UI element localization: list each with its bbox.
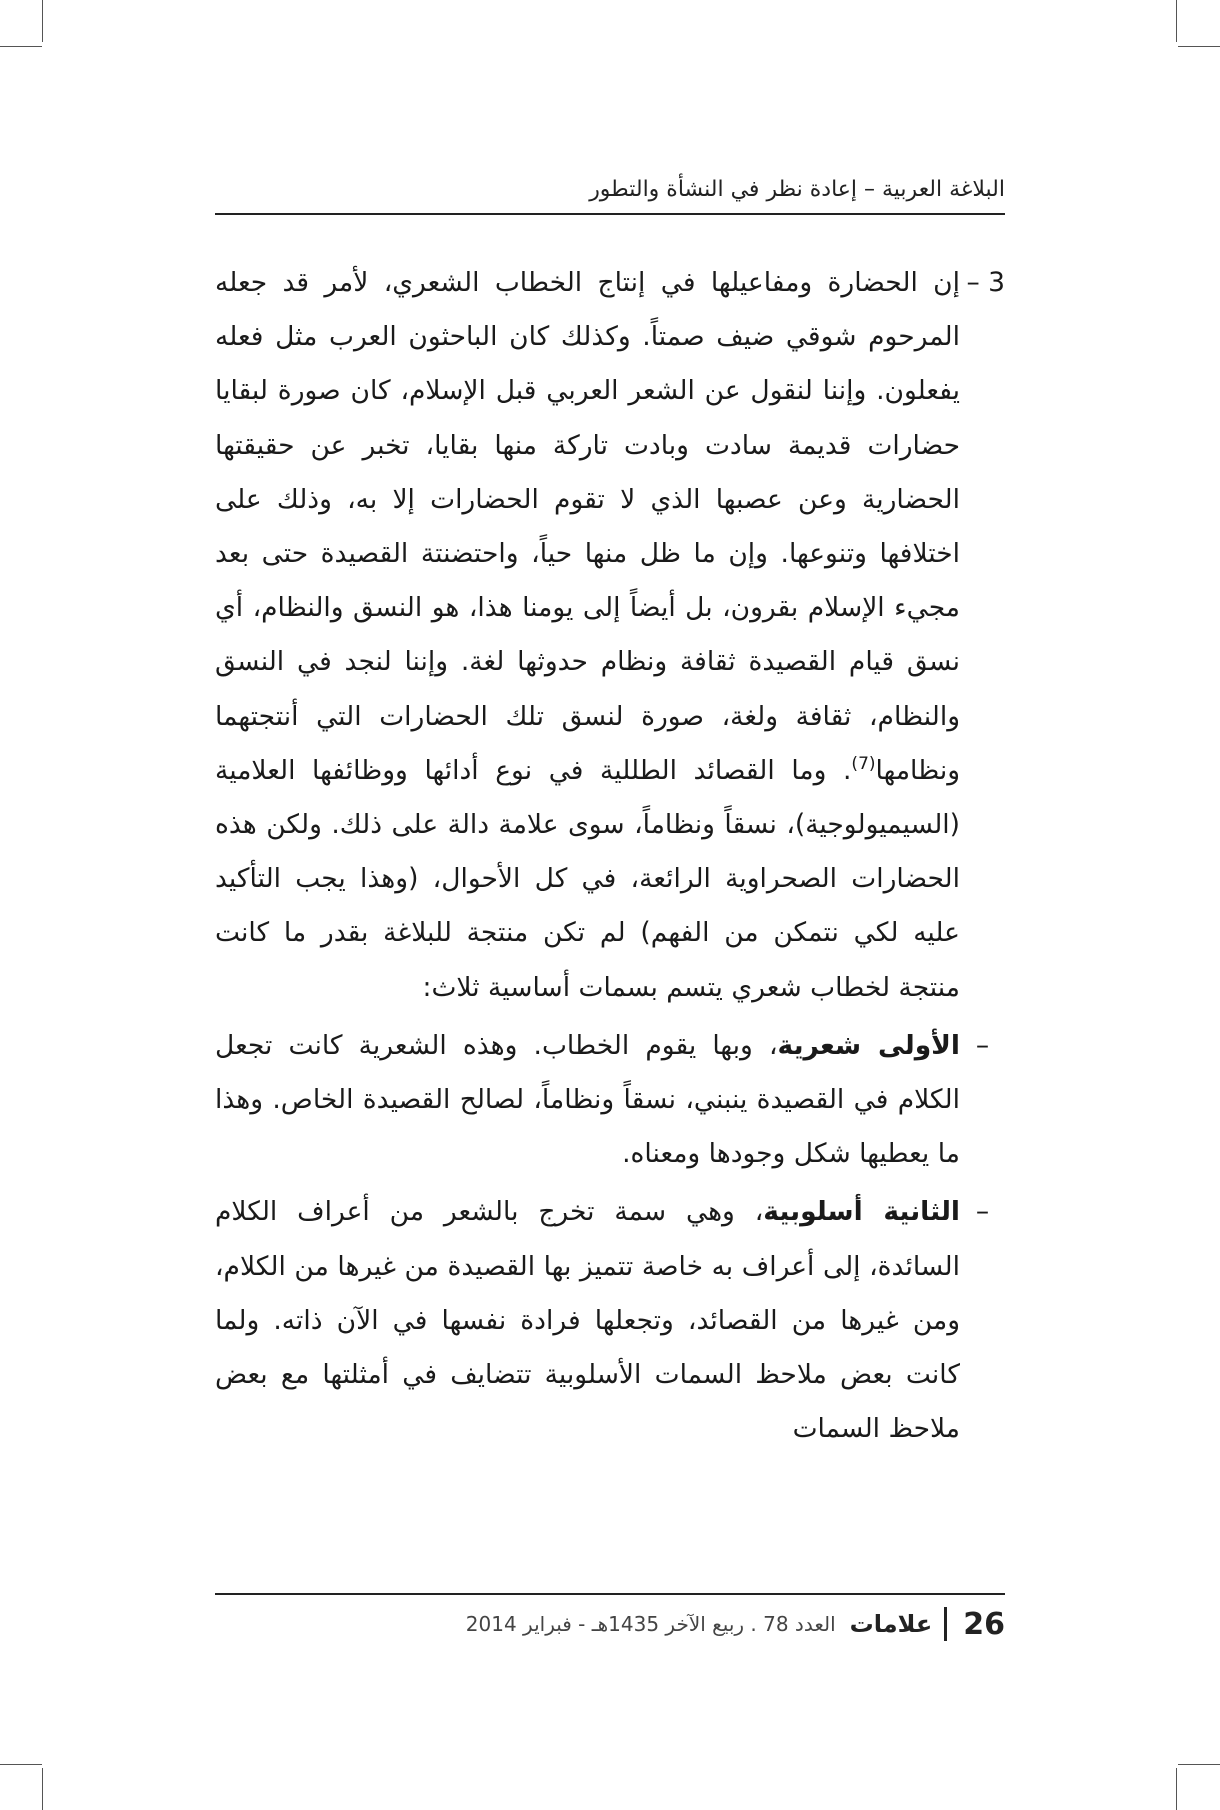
crop-mark: [42, 1768, 43, 1810]
bullet-item-second: [215, 1185, 1005, 1456]
bullet-item-first: [215, 1019, 1005, 1182]
issue-info: العدد 78 . ربيع الآخر 1435هـ - فبراير 2014: [465, 1612, 836, 1636]
crop-mark: [42, 0, 43, 42]
header-rule: [215, 213, 1005, 215]
crop-mark: [1176, 1768, 1177, 1810]
paragraph-text-continued: . وما القصائد الطللية في نوع أدائها ووظائفها العلامية (السيميولوجية)، نسقاً ونظاماً، سوى علامة دالة على ذلك. ولكن هذه الحضارات الصحراوية الرائعة، في كل الأحوال، (وهذا يجب التأكيد عليه لكي نتمكن من الفهم) لم تكن منتجة للبلاغة بقدر ما كانت منتجة لخطاب شعري يتسم بسمات أساسية ثلاث:: [215, 754, 960, 1003]
bullet-content: [215, 1185, 960, 1456]
bullet-marker: –: [975, 1029, 990, 1061]
footer-rule: [215, 1593, 1005, 1595]
bullet-marker: –: [975, 1196, 990, 1228]
crop-mark: [0, 46, 42, 47]
footer-divider: [944, 1607, 947, 1641]
article-body: [215, 256, 1005, 1456]
bullet-content: [215, 1019, 960, 1182]
journal-logo: علامات: [849, 1610, 933, 1638]
paragraph-text: إن الحضارة ومفاعيلها في إنتاج الخطاب الشعري، لأمر قد جعله المرحوم شوقي ضيف صمتاً. وكذلك كان الباحثون العرب مثل فعله يفعلون. وإننا لنقول عن الشعر العربي قبل الإسلام، كان صورة لبقايا حضارات قديمة سادت وبادت تاركة منها بقايا، تخبر عن حقيقتها الحضارية وعن عصبها الذي لا تقوم الحضارات إلا به، وذلك على اختلافها وتنوعها. وإن ما ظل منها حياً، واحتضنتة القصيدة حتى بعد مجيء الإسلام بقرون، بل أيضاً إلى يومنا هذا، هو النسق والنظام، أي نسق قيام القصيدة ثقافة ونظام حدوثها لغة. وإننا لنجد في النسق والنظام، ثقافة ولغة، صورة لنسق تلك الحضارات التي أنتجتهما ونظامها: [215, 267, 960, 786]
bullet-term: الثانية أسلوبية: [763, 1196, 960, 1228]
crop-mark: [0, 1764, 42, 1765]
footnote-reference[interactable]: (7): [851, 754, 876, 774]
paragraph-content: [215, 256, 960, 1015]
bullet-term: الأولى شعرية: [777, 1029, 960, 1061]
running-header: البلاغة العربية – إعادة نظر في النشأة والتطور: [589, 177, 1005, 202]
page-footer: [215, 1600, 1005, 1648]
bullet-text: ، وهي سمة تخرج بالشعر من أعراف الكلام السائدة، إلى أعراف به خاصة تتميز بها القصيدة من غيرها من الكلام، ومن غيرها من القصائد، وتجعلها فرادة نفسها في الآن ذاته. ولما كانت بعض ملاحظ السمات الأسلوبية تتضايف في أمثلتها مع بعض ملاحظ السمات: [215, 1196, 960, 1445]
crop-mark: [1178, 46, 1220, 47]
page-number: 26: [963, 1606, 1005, 1642]
crop-mark: [1178, 1764, 1220, 1765]
crop-mark: [1176, 0, 1177, 42]
bullet-text: ، وبها يقوم الخطاب. وهذه الشعرية كانت تجعل الكلام في القصيدة ينبني، نسقاً ونظاماً، لصالح القصيدة الخاص. وهذا ما يعطيها شكل وجودها ومعناه.: [215, 1029, 960, 1170]
paragraph-number: 3 –: [966, 267, 1005, 298]
numbered-paragraph-3: [215, 256, 1005, 1015]
